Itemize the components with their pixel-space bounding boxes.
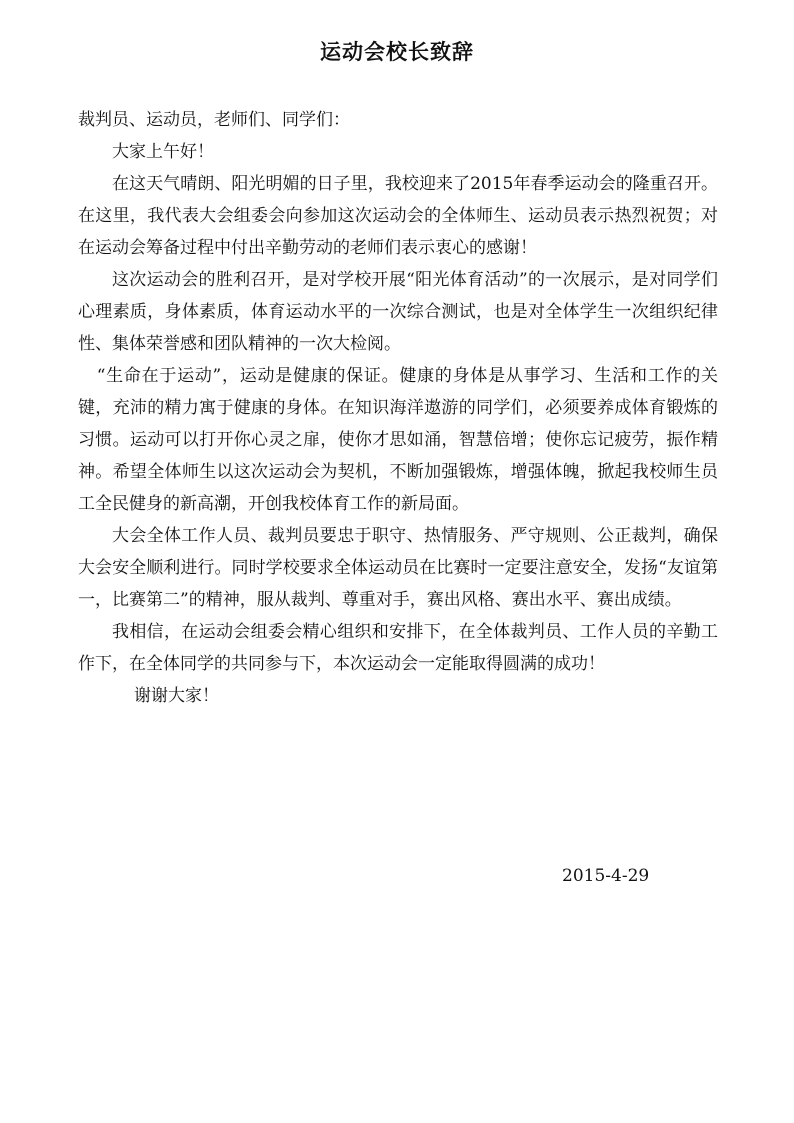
- closing-thanks: 谢谢大家！: [134, 686, 219, 706]
- document-date: 2015-4-29: [562, 866, 650, 886]
- paragraph-health: “生命在于运动”，运动是健康的保证。健康的身体是从事学习、生活和工作的关键，充沛的精力寓于健康的身体。在知识海洋遨游的同学们，必须要养成体育锻炼的习惯。运动可以打开你心灵之扉，使你才思如涌，智慧倍增；使你忘记疲劳，振作精神。希望全体师生以这次运动会为契机，不断加强锻炼，增强体魄，掀起我校师生员工全民健身的新高潮，开创我校体育工作的新局面。: [78, 366, 718, 514]
- greeting: 大家上午好！: [112, 142, 214, 162]
- page-title: 运动会校长致辞: [320, 39, 474, 64]
- paragraph-significance: 这次运动会的胜利召开，是对学校开展“阳光体育活动”的一次展示，是对同学们心理素质，身体素质，体育运动水平的一次综合测试，也是对全体学生一次组织纪律性、集体荣誉感和团队精神的一次大检阅。: [78, 270, 718, 354]
- salutation: 裁判员、运动员，老师们、同学们：: [78, 110, 350, 130]
- paragraph-confidence: 我相信，在运动会组委会精心组织和安排下，在全体裁判员、工作人员的辛勤工作下，在全体同学的共同参与下，本次运动会一定能取得圆满的成功！: [78, 622, 718, 674]
- speech-body: [78, 104, 718, 712]
- paragraph-opening: 在这天气晴朗、阳光明媚的日子里，我校迎来了2015年春季运动会的隆重召开。在这里，我代表大会组委会向参加这次运动会的全体师生、运动员表示热烈祝贺；对在运动会筹备过程中付出辛勤劳动的老师们表示衷心的感谢！: [78, 174, 718, 258]
- paragraph-requirements: 大会全体工作人员、裁判员要忠于职守、热情服务、严守规则、公正裁判，确保大会安全顺利进行。同时学校要求全体运动员在比赛时一定要注意安全，发扬“友谊第一，比赛第二”的精神，服从裁判、尊重对手，赛出风格、赛出水平、赛出成绩。: [78, 526, 718, 610]
